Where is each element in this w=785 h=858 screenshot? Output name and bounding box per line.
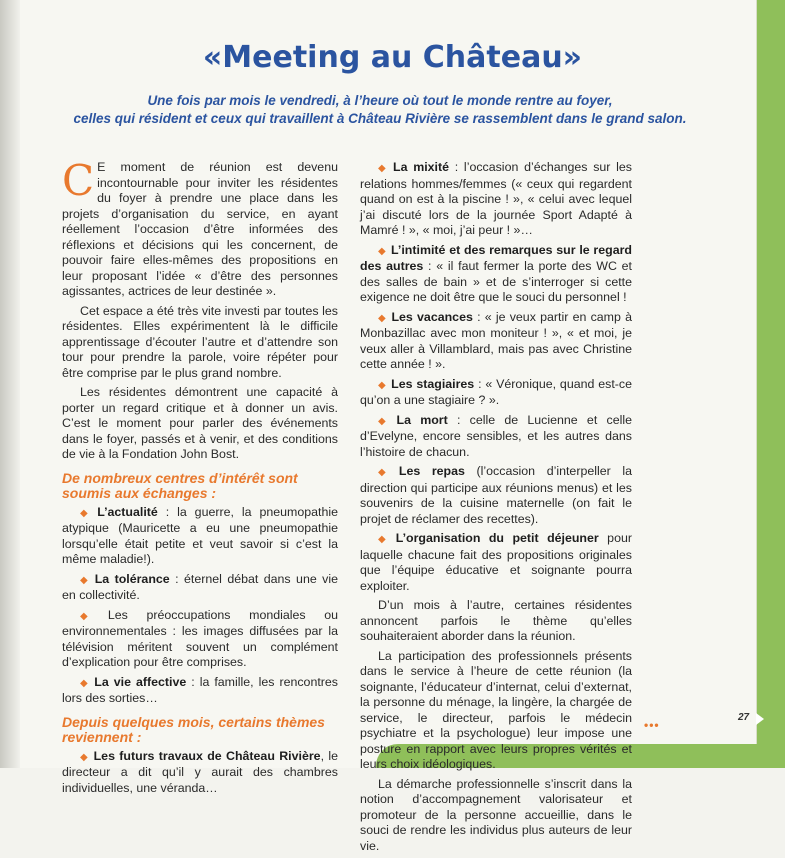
page-gutter [0,0,20,768]
drop-cap: C [62,156,95,205]
list-item: ◆ L’actualité : la guerre, la pneumopathie atypique (Mauricette a eu une pneumopathie lorsqu’elle était petite et veut savoir si c’est la même maladie!). [62,504,338,566]
page-marker-icon [756,713,764,725]
list-item: ◆ L’intimité et des remarques sur le regard des autres : « il faut fermer la porte des WC et des salles de bain » et de s’interroger si cette exigence ne doit être que le souci du personnel ! [360,242,632,304]
diamond-bullet-icon: ◆ [378,312,387,324]
list-item: ◆ Les stagiaires : « Véronique, quand est-ce qu’on a une stagiaire ? ». [360,376,632,407]
diamond-bullet-icon: ◆ [378,534,391,545]
list-item: ◆ La mort : celle de Lucienne et celle d’Evelyne, encore sensibles, et les autres dans l’histoire de chacun. [360,412,632,459]
diamond-bullet-icon: ◆ [80,677,90,689]
diamond-bullet-icon: ◆ [80,507,93,519]
list-item: ◆ Les repas (l’occasion d’interpeller la direction qui participe aux réunions menus) et les souvenirs de la cuisine maternelle (on fait le projet de réclamer des recettes). [360,464,633,526]
diamond-bullet-icon: ◆ [378,245,387,257]
list-item: ◆ Les préoccupations mondiales ou environnementales : les images diffusées par la télévision méritent souvent un complément d’explication pour être comprises. [62,607,338,669]
list-item: ◆ La tolérance : éternel débat dans une vie en collectivité. [62,571,339,602]
subheading-recurring-themes: Depuis quelques mois, certains thèmes reviennent : [62,713,325,745]
intro-line-2: celles qui résident et ceux qui travaillent à Château Rivière se rassemblent dans le grand salon. [73,111,687,126]
left-paragraph-3: Les résidentes démontrent une capacité à porter un regard critique et à donner un avis. C’est le moment pour parler des événements dans le foyer, passés et à venir, et des conditions de vie à la Fondation John Bost. [62,385,338,461]
left-column [62,156,339,800]
left-paragraph-2: Cet espace a été très vite investi par toutes les résidentes. Elles expérimentent là le difficile apprentissage d’écouter l’autre et d’attendre son tour pour prendre la parole, voire répéter pour être comprise par le plus grand nombre. [62,303,338,380]
diamond-bullet-icon: ◆ [378,379,387,391]
page-edge [748,0,757,768]
right-column [360,160,632,858]
intro-line-1: Une fois par mois le vendredi, à l’heure où tout le monde rentre au foyer, [147,93,613,108]
right-paragraph-1: D’un mois à l’autre, certaines résidentes annoncent parfois le thème qu’elles souhaiteraient aborder dans la réunion. [360,598,632,643]
diamond-bullet-icon: ◆ [80,751,89,763]
diamond-bullet-icon: ◆ [80,610,103,622]
right-paragraph-3: La démarche professionnelle s’inscrit dans la notion d’accompagnement valorisateur et promoteur de la personne accueillie, dans le souci de rendre les individus plus auteurs de leur vie. [360,776,632,853]
intro-text [70,92,690,128]
list-item: ◆ Les futurs travaux de Château Rivière, le directeur a dit qu’il y aurait des chambres individuelles, une véranda… [62,748,338,795]
left-paragraph-1: C E moment de réunion est devenu incontournable pour inviter les résidentes du foyer à prendre une place dans les projets d’organisation du service, en ayant réellement l’occasion d’être informées des réflexions et décisions qui les concernent, de pouvoir faire elles-mêmes des propositions en leur proposant l’idée « d’être des personnes agissantes, actrices de leur destinée ». [62,156,338,298]
subheading-interests: De nombreux centres d’intérêt sont soumis aux échanges : [62,469,298,501]
decorative-dots: ••• [644,718,660,732]
list-item: ◆ La mixité : l’occasion d’échanges sur les relations hommes/femmes (« ceux qui regardent quand on est à la piscine ! », « celui avec lequel j’ai discuté lors de la journée Sport Adapté à Mamré ! », « moi, j’ai peur ! »… [360,160,632,237]
list-item: ◆ Les vacances : « je veux partir en camp à Monbazillac avec mon moniteur ! », « et moi, je veux aller à Villamblard, mais pas avec Christine cette année ! ». [360,309,632,371]
diamond-bullet-icon: ◆ [378,163,388,174]
diamond-bullet-icon: ◆ [378,415,392,427]
page-number: 27 [738,712,750,723]
page-title: «Meeting au Château» [202,40,583,75]
list-item: ◆ L’organisation du petit déjeuner pour laquelle chacune fait des propositions originales que l’équipe éducative et soignante pourra exploiter. [360,531,632,593]
right-paragraph-2: La participation des professionnels présents dans le service à l’heure de cette réunion (la soignante, l’éducateur d’internat, celui d’externat, la personne du ménage, la lingère, la chargée de service, le directeur, parfois le médecin psychiatre et la psychologue) leur impose une posture en rapport avec leurs propres vérités et leurs choix idéologiques. [360,648,632,771]
diamond-bullet-icon: ◆ [80,574,90,586]
diamond-bullet-icon: ◆ [378,467,394,478]
list-item: ◆ La vie affective : la famille, les rencontres lors des sorties… [62,674,338,705]
